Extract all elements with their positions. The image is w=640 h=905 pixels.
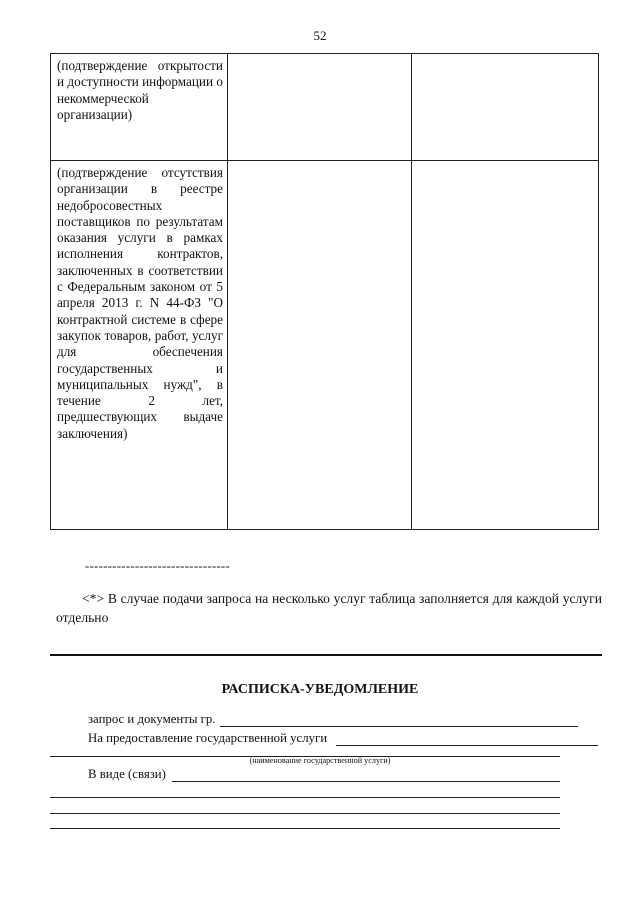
service-fill-line[interactable] [336,745,598,746]
row-label-registry: (подтверждение отсутствия организации в реестре недобросовестных поставщиков по результатам оказания услуги в рамках исполнения контрактов, заключенных в соответствии с Федеральным законом от 5 апреля 2013 г. N 44-ФЗ "О контрактной системе в сфере закупок товаров, работ, услуг для обеспечения государственных и муниципальных нужд", в течение 2 лет, предшествующих выдаче заключения) [57,165,223,441]
blank-fill-line[interactable] [50,797,560,798]
table-cell-empty [412,161,599,530]
request-label: запрос и документы гр. [88,712,216,726]
section-divider [50,654,602,656]
service-label: На предоставление государственной услуги [88,731,328,745]
table-cell-empty [412,54,599,161]
blank-fill-line[interactable] [50,828,560,829]
table-row [51,161,599,530]
request-fill-line[interactable] [220,726,578,727]
page-number: 52 [313,28,327,43]
service-caption: (наименование государственной услуги) [249,756,391,765]
table-cell-empty [228,161,412,530]
blank-fill-line[interactable] [50,813,560,814]
form-fill-line[interactable] [172,781,560,782]
footnote-text: <*> В случае подачи запроса на несколько услуг таблица заполняется для каждой услуги отдельно [56,591,602,625]
row-label-openness: (подтверждение открытости и доступности информации о некоммерческой организации) [57,58,223,122]
receipt-title: РАСПИСКА-УВЕДОМЛЕНИЕ [221,682,419,697]
table-row [51,54,599,161]
table-cell-label [51,161,228,530]
table-cell-label [51,54,228,161]
table-cell-empty [228,54,412,161]
document-table [50,53,599,530]
footnote-separator: -------------------------------- [85,558,230,573]
form-label: В виде (связи) [88,767,166,781]
